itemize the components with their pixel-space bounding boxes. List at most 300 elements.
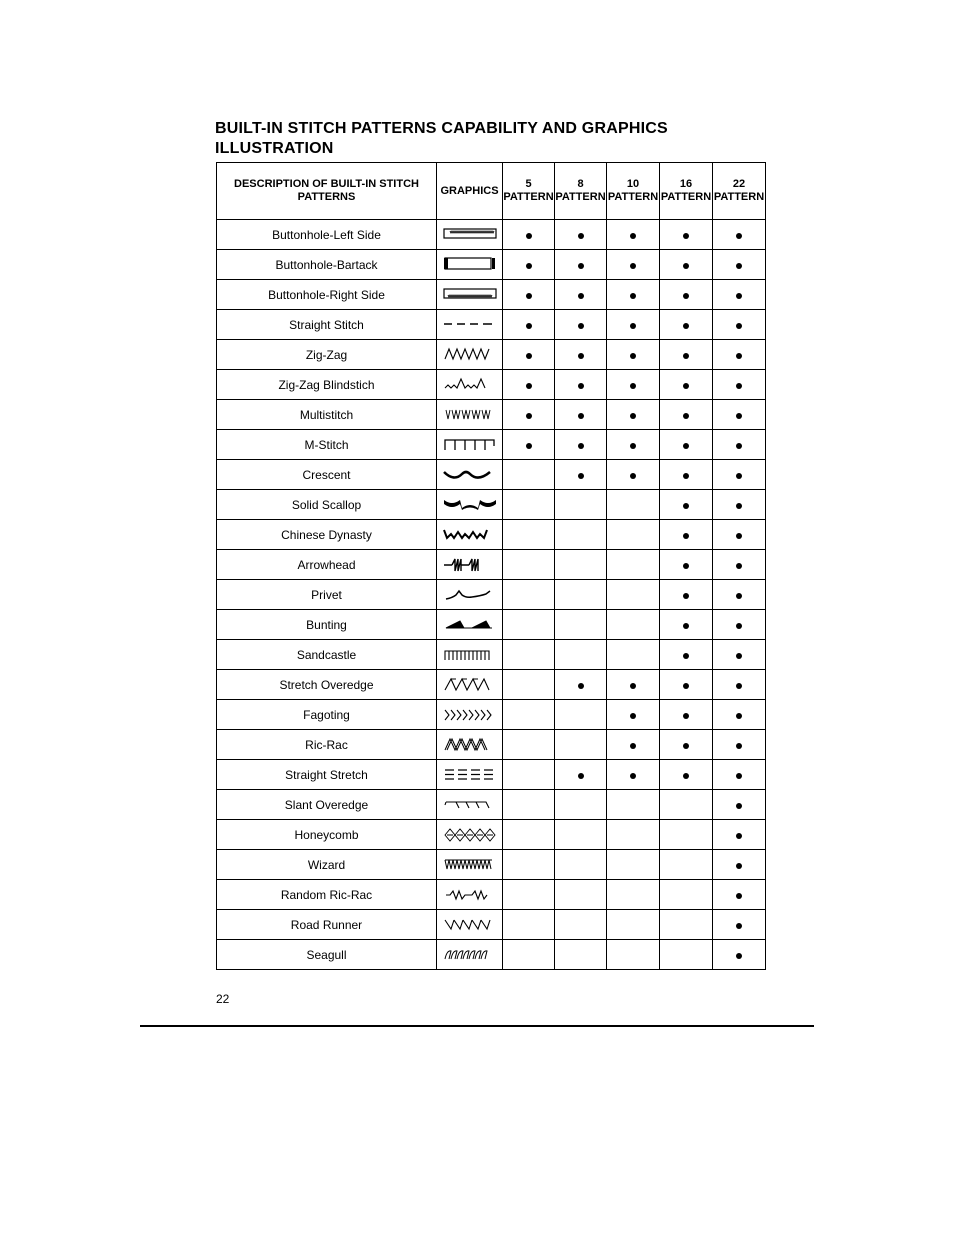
availability-cell-8 — [555, 670, 607, 700]
availability-cell-16 — [660, 430, 713, 460]
availability-cell-10 — [607, 850, 660, 880]
availability-cell-5 — [503, 280, 555, 310]
availability-cell-5 — [503, 430, 555, 460]
table-row — [217, 850, 766, 880]
available-dot-icon — [630, 233, 636, 239]
availability-cell-22 — [713, 370, 766, 400]
availability-cell-5 — [503, 550, 555, 580]
available-dot-icon — [736, 743, 742, 749]
straight-stretch-icon — [442, 766, 498, 783]
available-dot-icon — [630, 353, 636, 359]
available-dot-icon — [683, 743, 689, 749]
availability-cell-22 — [713, 730, 766, 760]
available-dot-icon — [630, 683, 636, 689]
stitch-graphic — [437, 670, 503, 700]
availability-cell-10 — [607, 640, 660, 670]
availability-cell-22 — [713, 430, 766, 460]
available-dot-icon — [736, 593, 742, 599]
stitch-name: Privet — [217, 580, 437, 610]
bunting-icon — [442, 616, 498, 633]
available-dot-icon — [578, 383, 584, 389]
availability-cell-5 — [503, 820, 555, 850]
availability-cell-8 — [555, 700, 607, 730]
availability-cell-10 — [607, 550, 660, 580]
availability-cell-5 — [503, 670, 555, 700]
sandcastle-icon — [442, 646, 498, 663]
stitch-graphic — [437, 220, 503, 250]
multistitch-icon — [442, 406, 498, 423]
header-10-pattern: 10 PATTERN — [607, 163, 660, 220]
available-dot-icon — [736, 503, 742, 509]
stitch-name: Stretch Overedge — [217, 670, 437, 700]
availability-cell-22 — [713, 400, 766, 430]
availability-cell-22 — [713, 250, 766, 280]
availability-cell-8 — [555, 370, 607, 400]
availability-cell-10 — [607, 340, 660, 370]
available-dot-icon — [526, 233, 532, 239]
availability-cell-10 — [607, 580, 660, 610]
available-dot-icon — [578, 353, 584, 359]
availability-cell-5 — [503, 340, 555, 370]
table-row — [217, 310, 766, 340]
availability-cell-8 — [555, 610, 607, 640]
header-description: DESCRIPTION OF BUILT-IN STITCH PATTERNS — [217, 163, 437, 220]
availability-cell-8 — [555, 940, 607, 970]
available-dot-icon — [630, 743, 636, 749]
availability-cell-8 — [555, 310, 607, 340]
available-dot-icon — [526, 353, 532, 359]
availability-cell-22 — [713, 910, 766, 940]
stitch-graphic — [437, 850, 503, 880]
available-dot-icon — [736, 233, 742, 239]
availability-cell-8 — [555, 790, 607, 820]
availability-cell-22 — [713, 880, 766, 910]
stitch-name: Sandcastle — [217, 640, 437, 670]
available-dot-icon — [683, 683, 689, 689]
available-dot-icon — [736, 563, 742, 569]
availability-cell-5 — [503, 880, 555, 910]
available-dot-icon — [736, 533, 742, 539]
available-dot-icon — [683, 323, 689, 329]
table-row — [217, 490, 766, 520]
stitch-graphic — [437, 370, 503, 400]
stitch-name: Bunting — [217, 610, 437, 640]
table-row — [217, 400, 766, 430]
available-dot-icon — [736, 923, 742, 929]
availability-cell-10 — [607, 430, 660, 460]
header-graphics: GRAPHICS — [437, 163, 503, 220]
straight-stitch-icon — [442, 316, 498, 333]
availability-cell-22 — [713, 940, 766, 970]
available-dot-icon — [526, 443, 532, 449]
availability-cell-16 — [660, 640, 713, 670]
stitch-graphic — [437, 430, 503, 460]
availability-cell-16 — [660, 880, 713, 910]
table-row — [217, 520, 766, 550]
availability-cell-5 — [503, 700, 555, 730]
table-row — [217, 910, 766, 940]
availability-cell-22 — [713, 850, 766, 880]
stitch-graphic — [437, 580, 503, 610]
table-header-row — [217, 163, 766, 220]
availability-cell-10 — [607, 760, 660, 790]
table-row — [217, 730, 766, 760]
availability-cell-10 — [607, 910, 660, 940]
available-dot-icon — [526, 413, 532, 419]
available-dot-icon — [683, 773, 689, 779]
stitch-graphic — [437, 700, 503, 730]
footer-divider — [140, 1025, 814, 1027]
stitch-name: Zig-Zag — [217, 340, 437, 370]
available-dot-icon — [683, 413, 689, 419]
table-row — [217, 760, 766, 790]
stitch-name: Arrowhead — [217, 550, 437, 580]
availability-cell-16 — [660, 490, 713, 520]
table-row — [217, 790, 766, 820]
availability-cell-10 — [607, 610, 660, 640]
availability-cell-8 — [555, 520, 607, 550]
availability-cell-10 — [607, 490, 660, 520]
stitch-graphic — [437, 910, 503, 940]
available-dot-icon — [630, 323, 636, 329]
stitch-name: Zig-Zag Blindstich — [217, 370, 437, 400]
available-dot-icon — [736, 893, 742, 899]
availability-cell-22 — [713, 490, 766, 520]
available-dot-icon — [578, 233, 584, 239]
availability-cell-5 — [503, 940, 555, 970]
stitch-graphic — [437, 640, 503, 670]
available-dot-icon — [683, 563, 689, 569]
stitch-graphic — [437, 460, 503, 490]
table-row — [217, 580, 766, 610]
availability-cell-22 — [713, 820, 766, 850]
availability-cell-5 — [503, 490, 555, 520]
chinese-dynasty-icon — [442, 526, 498, 543]
availability-cell-8 — [555, 820, 607, 850]
stitch-graphic — [437, 310, 503, 340]
random-ric-rac-icon — [442, 886, 498, 903]
availability-cell-16 — [660, 940, 713, 970]
page-number: 22 — [216, 992, 230, 1006]
availability-cell-10 — [607, 310, 660, 340]
m-stitch-icon — [442, 436, 498, 453]
arrowhead-icon — [442, 556, 498, 573]
stitch-graphic — [437, 730, 503, 760]
available-dot-icon — [736, 953, 742, 959]
available-dot-icon — [526, 323, 532, 329]
zig-zag-icon — [442, 346, 498, 363]
availability-cell-16 — [660, 790, 713, 820]
table-row — [217, 370, 766, 400]
availability-cell-22 — [713, 280, 766, 310]
stitch-graphic — [437, 550, 503, 580]
availability-cell-16 — [660, 850, 713, 880]
availability-cell-8 — [555, 880, 607, 910]
availability-cell-22 — [713, 460, 766, 490]
available-dot-icon — [683, 713, 689, 719]
stitch-name: Crescent — [217, 460, 437, 490]
available-dot-icon — [630, 713, 636, 719]
stitch-name: Chinese Dynasty — [217, 520, 437, 550]
available-dot-icon — [526, 383, 532, 389]
road-runner-icon — [442, 916, 498, 933]
stitch-name: Solid Scallop — [217, 490, 437, 520]
honeycomb-icon — [442, 826, 498, 843]
availability-cell-16 — [660, 340, 713, 370]
available-dot-icon — [578, 683, 584, 689]
stitch-name: Seagull — [217, 940, 437, 970]
availability-cell-22 — [713, 580, 766, 610]
available-dot-icon — [683, 503, 689, 509]
availability-cell-5 — [503, 730, 555, 760]
availability-cell-5 — [503, 460, 555, 490]
availability-cell-5 — [503, 310, 555, 340]
available-dot-icon — [526, 293, 532, 299]
availability-cell-16 — [660, 370, 713, 400]
available-dot-icon — [578, 473, 584, 479]
availability-cell-10 — [607, 820, 660, 850]
availability-cell-8 — [555, 250, 607, 280]
availability-cell-10 — [607, 460, 660, 490]
stitch-name: Straight Stitch — [217, 310, 437, 340]
availability-cell-16 — [660, 220, 713, 250]
header-8-pattern: 8 PATTERN — [555, 163, 607, 220]
availability-cell-22 — [713, 790, 766, 820]
available-dot-icon — [683, 443, 689, 449]
seagull-icon — [442, 946, 498, 963]
stitch-graphic — [437, 250, 503, 280]
availability-cell-16 — [660, 460, 713, 490]
available-dot-icon — [683, 653, 689, 659]
availability-cell-10 — [607, 520, 660, 550]
available-dot-icon — [736, 413, 742, 419]
stitch-graphic — [437, 400, 503, 430]
availability-cell-5 — [503, 520, 555, 550]
buttonhole-right-icon — [442, 286, 498, 303]
table-row — [217, 670, 766, 700]
table-row — [217, 460, 766, 490]
stitch-graphic — [437, 280, 503, 310]
availability-cell-8 — [555, 850, 607, 880]
table-row — [217, 220, 766, 250]
availability-cell-22 — [713, 760, 766, 790]
available-dot-icon — [736, 713, 742, 719]
availability-cell-10 — [607, 700, 660, 730]
availability-cell-22 — [713, 340, 766, 370]
availability-cell-10 — [607, 940, 660, 970]
stitch-name: Honeycomb — [217, 820, 437, 850]
availability-cell-22 — [713, 640, 766, 670]
available-dot-icon — [736, 863, 742, 869]
available-dot-icon — [630, 443, 636, 449]
available-dot-icon — [736, 353, 742, 359]
availability-cell-8 — [555, 400, 607, 430]
table-row — [217, 820, 766, 850]
table-row — [217, 700, 766, 730]
buttonhole-left-icon — [442, 226, 498, 243]
availability-cell-16 — [660, 280, 713, 310]
stitch-pattern-table — [216, 162, 766, 970]
availability-cell-10 — [607, 790, 660, 820]
availability-cell-5 — [503, 640, 555, 670]
available-dot-icon — [683, 593, 689, 599]
availability-cell-16 — [660, 910, 713, 940]
available-dot-icon — [683, 263, 689, 269]
available-dot-icon — [736, 293, 742, 299]
available-dot-icon — [736, 833, 742, 839]
availability-cell-22 — [713, 670, 766, 700]
table-row — [217, 640, 766, 670]
page-title: BUILT-IN STITCH PATTERNS CAPABILITY AND GRAPHICS ILLUSTRATION — [215, 120, 668, 157]
stitch-name: Multistitch — [217, 400, 437, 430]
availability-cell-5 — [503, 850, 555, 880]
available-dot-icon — [683, 383, 689, 389]
available-dot-icon — [736, 323, 742, 329]
availability-cell-16 — [660, 730, 713, 760]
available-dot-icon — [630, 413, 636, 419]
availability-cell-16 — [660, 670, 713, 700]
available-dot-icon — [578, 773, 584, 779]
availability-cell-5 — [503, 760, 555, 790]
availability-cell-8 — [555, 220, 607, 250]
stitch-name: Wizard — [217, 850, 437, 880]
available-dot-icon — [526, 263, 532, 269]
availability-cell-10 — [607, 880, 660, 910]
header-5-pattern: 5 PATTERN — [503, 163, 555, 220]
available-dot-icon — [736, 443, 742, 449]
availability-cell-8 — [555, 340, 607, 370]
stitch-graphic — [437, 610, 503, 640]
stretch-overedge-icon — [442, 676, 498, 693]
availability-cell-5 — [503, 250, 555, 280]
availability-cell-8 — [555, 580, 607, 610]
stitch-name: Ric-Rac — [217, 730, 437, 760]
available-dot-icon — [630, 293, 636, 299]
available-dot-icon — [683, 353, 689, 359]
blindstitch-icon — [442, 376, 498, 393]
available-dot-icon — [578, 443, 584, 449]
solid-scallop-icon — [442, 496, 498, 513]
stitch-name: Random Ric-Rac — [217, 880, 437, 910]
availability-cell-16 — [660, 520, 713, 550]
stitch-name: Fagoting — [217, 700, 437, 730]
stitch-name: Buttonhole-Left Side — [217, 220, 437, 250]
stitch-name: Buttonhole-Bartack — [217, 250, 437, 280]
availability-cell-10 — [607, 280, 660, 310]
availability-cell-5 — [503, 610, 555, 640]
availability-cell-10 — [607, 730, 660, 760]
available-dot-icon — [736, 383, 742, 389]
availability-cell-8 — [555, 910, 607, 940]
available-dot-icon — [736, 473, 742, 479]
privet-icon — [442, 586, 498, 603]
availability-cell-16 — [660, 400, 713, 430]
availability-cell-10 — [607, 370, 660, 400]
available-dot-icon — [683, 473, 689, 479]
availability-cell-16 — [660, 580, 713, 610]
header-16-pattern: 16 PATTERN — [660, 163, 713, 220]
stitch-name: Road Runner — [217, 910, 437, 940]
availability-cell-8 — [555, 490, 607, 520]
availability-cell-16 — [660, 700, 713, 730]
available-dot-icon — [630, 473, 636, 479]
availability-cell-10 — [607, 670, 660, 700]
stitch-graphic — [437, 760, 503, 790]
availability-cell-10 — [607, 250, 660, 280]
availability-cell-22 — [713, 610, 766, 640]
availability-cell-22 — [713, 220, 766, 250]
buttonhole-bartack-icon — [442, 256, 498, 273]
availability-cell-16 — [660, 610, 713, 640]
availability-cell-5 — [503, 220, 555, 250]
availability-cell-8 — [555, 280, 607, 310]
availability-cell-16 — [660, 310, 713, 340]
available-dot-icon — [683, 533, 689, 539]
availability-cell-8 — [555, 430, 607, 460]
available-dot-icon — [630, 263, 636, 269]
stitch-name: Straight Stretch — [217, 760, 437, 790]
availability-cell-16 — [660, 550, 713, 580]
table-row — [217, 940, 766, 970]
available-dot-icon — [736, 773, 742, 779]
availability-cell-8 — [555, 730, 607, 760]
table-row — [217, 340, 766, 370]
available-dot-icon — [683, 623, 689, 629]
stitch-graphic — [437, 820, 503, 850]
availability-cell-16 — [660, 760, 713, 790]
table-row — [217, 550, 766, 580]
ric-rac-icon — [442, 736, 498, 753]
available-dot-icon — [683, 233, 689, 239]
header-22-pattern: 22 PATTERN — [713, 163, 766, 220]
availability-cell-22 — [713, 700, 766, 730]
availability-cell-8 — [555, 760, 607, 790]
availability-cell-22 — [713, 550, 766, 580]
stitch-name: Buttonhole-Right Side — [217, 280, 437, 310]
table-row — [217, 430, 766, 460]
available-dot-icon — [578, 293, 584, 299]
available-dot-icon — [736, 683, 742, 689]
stitch-name: Slant Overedge — [217, 790, 437, 820]
available-dot-icon — [736, 803, 742, 809]
availability-cell-5 — [503, 580, 555, 610]
available-dot-icon — [630, 383, 636, 389]
available-dot-icon — [630, 773, 636, 779]
availability-cell-5 — [503, 400, 555, 430]
table-row — [217, 610, 766, 640]
availability-cell-16 — [660, 820, 713, 850]
availability-cell-8 — [555, 640, 607, 670]
available-dot-icon — [578, 263, 584, 269]
table-row — [217, 250, 766, 280]
availability-cell-22 — [713, 310, 766, 340]
table-row — [217, 880, 766, 910]
availability-cell-16 — [660, 250, 713, 280]
stitch-graphic — [437, 340, 503, 370]
availability-cell-10 — [607, 400, 660, 430]
crescent-icon — [442, 466, 498, 483]
stitch-graphic — [437, 940, 503, 970]
slant-overedge-icon — [442, 796, 498, 813]
availability-cell-5 — [503, 370, 555, 400]
availability-cell-5 — [503, 910, 555, 940]
available-dot-icon — [578, 413, 584, 419]
available-dot-icon — [736, 623, 742, 629]
stitch-graphic — [437, 490, 503, 520]
available-dot-icon — [683, 293, 689, 299]
stitch-graphic — [437, 880, 503, 910]
stitch-name: M-Stitch — [217, 430, 437, 460]
